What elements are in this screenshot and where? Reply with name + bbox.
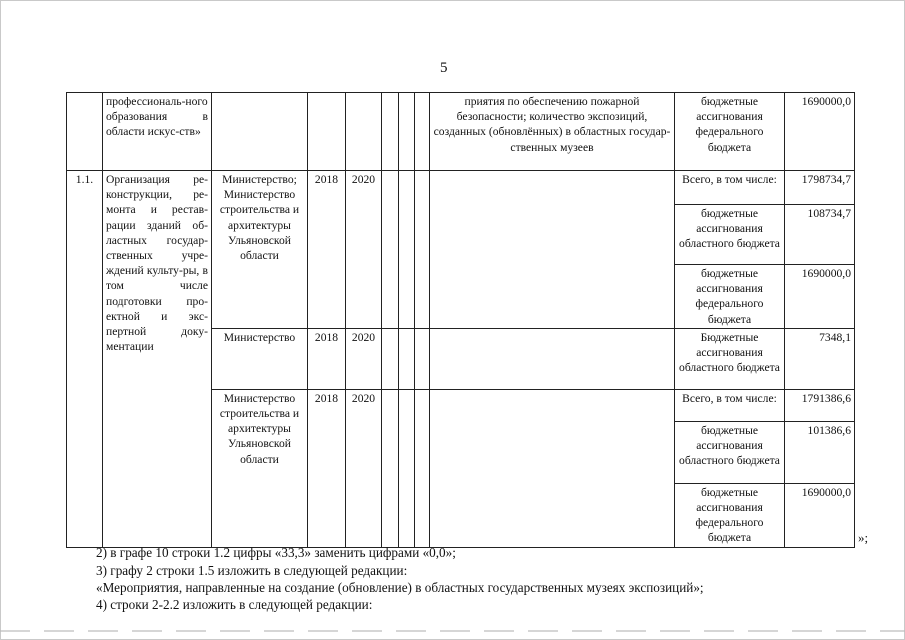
amount-cell: 1791386,6	[785, 389, 855, 421]
amount-cell: 7348,1	[785, 328, 855, 389]
item-number: 1.1.	[67, 171, 103, 548]
end-year: 2020	[346, 328, 382, 389]
end-year: 2020	[346, 171, 382, 329]
amount-cell: 1690000,0	[785, 265, 855, 329]
budget-table	[66, 92, 855, 548]
source-cell: Бюджетные ассигнования областного бюджета	[675, 328, 785, 389]
start-year: 2018	[308, 389, 346, 547]
end-year: 2020	[346, 389, 382, 547]
closing-quote-mark: »;	[858, 530, 869, 545]
page-number: 5	[440, 60, 448, 76]
source-cell: бюджетные ассигнования областного бюджета	[675, 205, 785, 265]
source-cell: Всего, в том числе:	[675, 171, 785, 205]
table-row	[67, 171, 855, 205]
source-cell: Всего, в том числе:	[675, 389, 785, 421]
amount-cell: 101386,6	[785, 421, 855, 483]
paragraph-item-4: 4) строки 2-2.2 изложить в следующей редакции:	[96, 597, 373, 612]
executor-cell: Министерство	[212, 328, 308, 389]
paragraph-item-2: 2) в графе 10 строки 1.2 цифры «33,3» заменить цифрами «0,0»;	[96, 545, 456, 560]
amount-cell: 1690000,0	[785, 483, 855, 547]
source-cell: бюджетные ассигнования федерального бюджета	[675, 265, 785, 329]
source-cell: бюджетные ассигнования областного бюджета	[675, 421, 785, 483]
name-cell: профессиональ-ного образования в области искус-ств»	[103, 93, 212, 171]
amount-cell: 1690000,0	[785, 93, 855, 171]
executor-cell: Министерство строительства и архитектуры Ульяновской области	[212, 389, 308, 547]
amount-cell: 1798734,7	[785, 171, 855, 205]
amount-cell: 108734,7	[785, 205, 855, 265]
start-year: 2018	[308, 328, 346, 389]
table-row-continuation	[67, 93, 855, 171]
start-year: 2018	[308, 171, 346, 329]
source-cell: бюджетные ассигнования федерального бюджета	[675, 483, 785, 547]
results-cell: приятия по обеспечению пожарной безопасности; количество экспозиций, созданных (обновлённых) в областных государ-ственных музеев	[430, 93, 675, 171]
paragraph-quote: «Мероприятия, направленные на создание (обновление) в областных государственных музеях экспозиций»;	[96, 580, 704, 595]
executor-cell: Министерство; Министерство строительства и архитектуры Ульяновской области	[212, 171, 308, 329]
scan-edge-line	[0, 630, 905, 632]
item-name: Организация ре-конструкции, ре-монта и рестав-рации зданий об-ластных государ-ственных учре-ждений культу-ры, в том числе подготовки про-ектной и экс-пертной доку-ментации	[103, 171, 212, 548]
paragraph-item-3: 3) графу 2 строки 1.5 изложить в следующей редакции:	[96, 563, 408, 578]
source-cell: бюджетные ассигнования федерального бюджета	[675, 93, 785, 171]
